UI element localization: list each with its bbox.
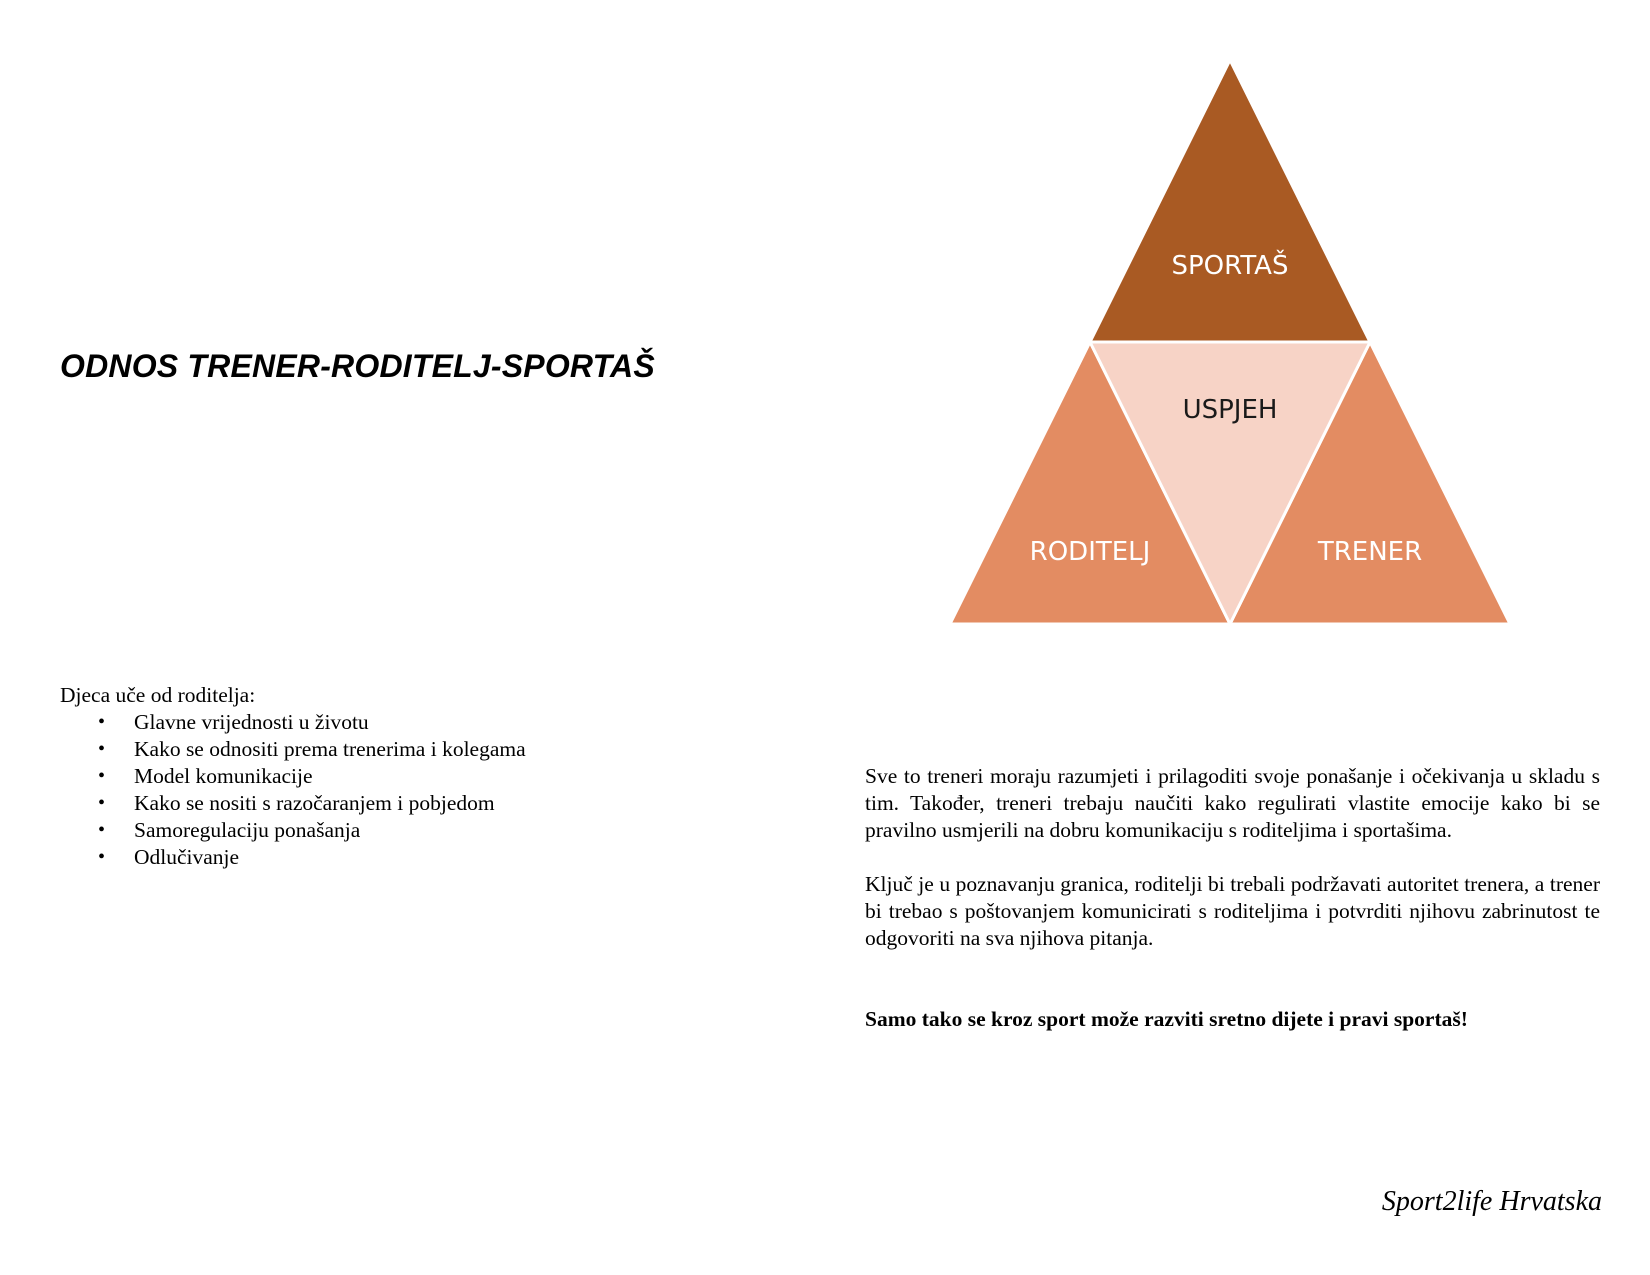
list-item: [60, 790, 760, 817]
intro-section: [60, 682, 760, 871]
list-item: [60, 763, 760, 790]
list-item-text: Model komunikacije: [134, 764, 313, 788]
pyramid-label-uspjeh: USPJEH: [1182, 395, 1278, 425]
list-item-text: Samoregulaciju ponašanja: [134, 818, 361, 842]
intro-lead: Djeca uče od roditelja:: [60, 683, 256, 707]
signature: Sport2life Hrvatska: [1381, 1186, 1602, 1217]
pyramid-label-trener: TRENER: [1317, 537, 1423, 567]
list-item-text: Kako se odnositi prema trenerima i kolegama: [134, 737, 526, 761]
pyramid-top-triangle: [1090, 60, 1370, 342]
list-item-text: Odlučivanje: [134, 845, 240, 869]
bullet-icon: •: [98, 765, 106, 787]
bullet-icon: •: [98, 819, 106, 841]
right-column: [865, 763, 1600, 1033]
page-title: ODNOS TRENER-RODITELJ-SPORTAŠ: [60, 348, 655, 384]
pyramid-diagram: [940, 60, 1520, 640]
list-item-text: Kako se nositi s razočaranjem i pobjedom: [134, 791, 495, 815]
list-item: [60, 817, 760, 844]
pyramid-label-roditelj: RODITELJ: [1029, 537, 1151, 567]
bullet-icon: •: [98, 792, 106, 814]
pyramid-label-sportas: SPORTAŠ: [1171, 251, 1289, 281]
list-item-text: Glavne vrijednosti u životu: [134, 710, 369, 734]
pyramid-svg: [940, 60, 1520, 640]
paragraph-coaches: Sve to treneri moraju razumjeti i prilagoditi svoje ponašanje i očekivanja u skladu s tim. Također, treneri trebaju naučiti kako regulirati vlastite emocije kako bi se pravilno usmjerili na dobru komunikaciju s roditeljima i sportašima.: [865, 764, 1600, 842]
paragraph-boundaries: Ključ je u poznavanju granica, roditelji bi trebali podržavati autoritet trenera, a trener bi trebao s poštovanjem komunicirati s roditeljima i potvrditi njihovu zabrinutost te odgovoriti na sva njihova pitanja.: [865, 872, 1600, 950]
list-item: [60, 736, 760, 763]
bullet-icon: •: [98, 846, 106, 868]
closing-statement: Samo tako se kroz sport može razviti sretno dijete i pravi sportaš!: [865, 1007, 1468, 1031]
intro-list: [60, 709, 760, 871]
list-item: [60, 844, 760, 871]
bullet-icon: •: [98, 711, 106, 733]
bullet-icon: •: [98, 738, 106, 760]
list-item: [60, 709, 760, 736]
